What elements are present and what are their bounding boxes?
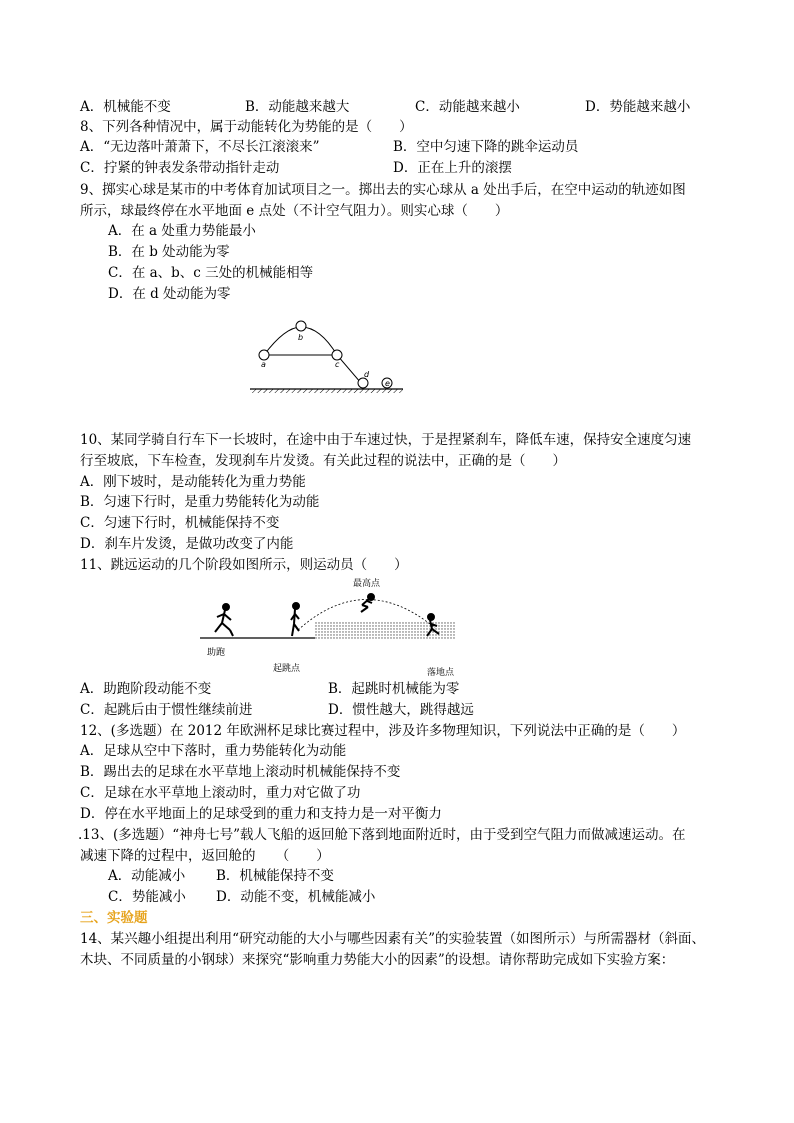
- q10-option-b: B．匀速下行时，是重力势能转化为动能: [80, 494, 320, 510]
- q10-option-d: D．刹车片发烫，是做功改变了内能: [80, 536, 294, 552]
- q11-option-d: D．惯性越大，跳得越远: [328, 702, 474, 718]
- q7-option-b: B．动能越来越大: [245, 99, 350, 115]
- q9-option-c: C．在 a、b、c 三处的机械能相等: [108, 265, 314, 281]
- q9-label-d: d: [364, 370, 370, 379]
- q12-option-a: A．足球从空中下落时，重力势能转化为动能: [80, 743, 347, 759]
- q12-stem: 12、(多选题）在 2012 年欧洲杯足球比赛过程中，涉及许多物理知识，下列说法中正确的是（ ）: [80, 723, 686, 739]
- section-experiment-heading: 三、实验题: [80, 910, 148, 926]
- runner-figure: [215, 604, 233, 636]
- q7-option-a: A．机械能不变: [80, 99, 171, 115]
- q11-stem: 11、跳远运动的几个阶段如图所示，则运动员（ ）: [80, 557, 408, 573]
- q13-stem-line2: 减速下降的过程中，返回舱的 （ ）: [80, 848, 330, 864]
- q12-option-c: C．足球在水平草地上滚动时，重力对它做了功: [80, 785, 361, 801]
- q11-option-a: A．助跑阶段动能不变: [80, 681, 212, 697]
- q12-option-b: B．踢出去的足球在水平草地上滚动时机械能保持不变: [80, 764, 401, 780]
- q9-label-c: c: [335, 360, 340, 369]
- q9-option-d: D．在 d 处动能为零: [108, 286, 231, 302]
- q9-stem-line2: 所示，球最终停在水平地面 e 点处（不计空气阻力）。则实心球（ ）: [80, 203, 509, 219]
- q13-option-b: B．机械能保持不变: [216, 868, 334, 884]
- q10-option-a: A．刚下坡时，是动能转化为重力势能: [80, 474, 306, 490]
- q8-option-a: A．“无边落叶萧萧下，不尽长江滚滚来”: [80, 139, 320, 155]
- q9-label-a: a: [261, 360, 266, 369]
- q14-line2: 木块、不同质量的小钢球）来探究“影响重力势能大小的因素”的设想。请你帮助完成如下实验方案：: [80, 952, 675, 968]
- q9-option-b: B．在 b 处动能为零: [108, 244, 230, 260]
- q10-option-c: C．匀速下行时，机械能保持不变: [80, 515, 280, 531]
- takeoff-figure: [291, 603, 299, 636]
- q11-option-c: C．起跳后由于惯性继续前进: [80, 702, 253, 718]
- q11-label-takeoff: 起跳点: [273, 664, 301, 674]
- q9-option-a: A．在 a 处重力势能最小: [108, 223, 256, 239]
- q9-label-b: b: [298, 333, 304, 342]
- q13-option-c: C．势能减小: [108, 889, 186, 905]
- q11-long-jump-figure: [195, 574, 480, 680]
- q7-options: [80, 97, 720, 117]
- q10-stem-line1: 10、某同学骑自行车下一长坡时，在途中由于车速过快，于是捏紧刹车，降低车速，保持安全速度匀速: [80, 432, 692, 448]
- q9-trajectory-figure: [245, 315, 405, 400]
- peak-figure: [361, 594, 374, 612]
- q7-option-d: D．势能越来越小: [585, 99, 691, 115]
- q9-stem-line1: 9、掷实心球是某市的中考体育加试项目之一。掷出去的实心球从 a 处出手后，在空中运动的轨迹如图: [80, 182, 686, 198]
- q8-option-c: C．拧紧的钟表发条带动指针走动: [80, 160, 280, 176]
- q13-option-d: D．动能不变，机械能减小: [216, 889, 376, 905]
- q7-option-c: C．动能越来越小: [415, 99, 520, 115]
- q11-label-landing: 落地点: [427, 668, 455, 678]
- q9-label-e: e: [385, 379, 390, 388]
- q13-stem-line1: .13、(多选题）“神舟七号”载人飞船的返回舱下落到地面附近时，由于受到空气阻力而做减速运动。在: [78, 827, 686, 843]
- q11-option-b: B．起跳时机械能为零: [328, 681, 460, 697]
- q8-option-b: B．空中匀速下降的跳伞运动员: [393, 139, 579, 155]
- q14-line1: 14、某兴趣小组提出利用“研究动能的大小与哪些因素有关”的实验装置（如图所示）与所需器材（斜面、: [80, 931, 705, 947]
- q8-stem: 8、下列各种情况中，属于动能转化为势能的是（ ）: [80, 119, 413, 135]
- q13-option-a: A．动能减小: [108, 868, 186, 884]
- q8-option-d: D．正在上升的滚摆: [393, 160, 512, 176]
- q10-stem-line2: 行至坡底，下车检查，发现刹车片发烫。有关此过程的说法中，正确的是（ ）: [80, 453, 566, 469]
- q12-option-d: D．停在水平地面上的足球受到的重力和支持力是一对平衡力: [80, 806, 442, 822]
- q11-label-top: 最高点: [353, 579, 381, 589]
- q11-label-run: 助跑: [207, 648, 226, 658]
